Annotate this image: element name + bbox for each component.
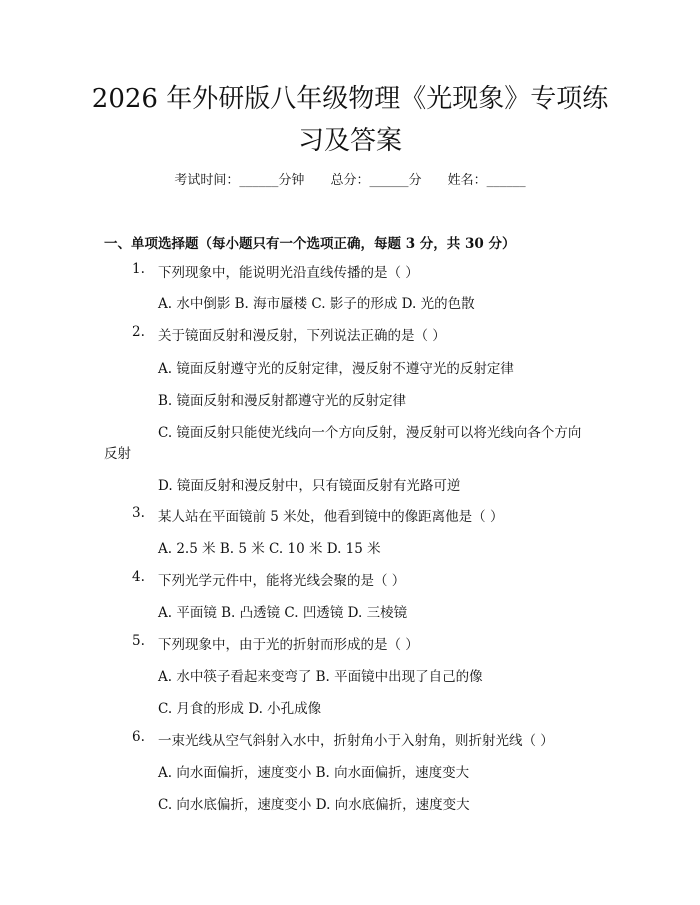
question-5-options-cd: C. 月食的形成 D. 小孔成像 — [158, 701, 322, 717]
question-3-options: A. 2.5 米 B. 5 米 C. 10 米 D. 15 米 — [158, 541, 381, 557]
student-name: 姓名：______ — [447, 173, 526, 188]
question-text: 下列光学元件中，能将光线会聚的是（ ） — [158, 573, 406, 589]
question-2-option-c: C. 镜面反射只能使光线向一个方向反射，漫反射可以将光线向各个方向 — [158, 425, 582, 441]
question-1-options: A. 水中倒影 B. 海市蜃楼 C. 影子的形成 D. 光的色散 — [158, 296, 475, 312]
question-text: 关于镜面反射和漫反射，下列说法正确的是（ ） — [158, 328, 446, 344]
title-line-2: 习及答案 — [297, 126, 402, 156]
page-title — [60, 78, 640, 162]
question-number: 4. — [132, 569, 145, 585]
question-6-options-cd: C. 向水底偏折，速度变小 D. 向水底偏折，速度变大 — [158, 797, 470, 813]
question-number: 6. — [132, 729, 145, 745]
question-number: 3. — [132, 505, 145, 521]
question-text: 某人站在平面镜前 5 米处，他看到镜中的像距离他是（ ） — [158, 509, 504, 525]
question-number: 1. — [132, 261, 145, 277]
question-2-option-b: B. 镜面反射和漫反射都遵守光的反射定律 — [158, 393, 407, 409]
question-number: 2. — [132, 324, 145, 340]
exam-meta — [0, 169, 700, 188]
question-5-options-ab: A. 水中筷子看起来变弯了 B. 平面镜中出现了自己的像 — [158, 669, 483, 685]
question-text: 一束光线从空气斜射入水中，折射角小于入射角，则折射光线（ ） — [158, 733, 554, 749]
question-text: 下列现象中，由于光的折射而形成的是（ ） — [158, 637, 419, 653]
question-2-option-c-wrap: 反射 — [104, 446, 131, 462]
question-6-options-ab: A. 向水面偏折，速度变小 B. 向水面偏折，速度变大 — [158, 765, 470, 781]
title-line-1: 2026 年外研版八年级物理《光现象》专项练 — [91, 84, 609, 114]
question-text: 下列现象中，能说明光沿直线传播的是（ ） — [158, 265, 419, 281]
exam-time: 考试时间：______分钟 — [174, 173, 305, 188]
section-heading: 一、单项选择题（每小题只有一个选项正确，每题 3 分，共 30 分） — [104, 236, 516, 252]
question-2-option-a: A. 镜面反射遵守光的反射定律，漫反射不遵守光的反射定律 — [158, 361, 514, 377]
question-2-option-d: D. 镜面反射和漫反射中，只有镜面反射有光路可逆 — [158, 478, 461, 494]
question-number: 5. — [132, 633, 145, 649]
exam-score: 总分：______分 — [330, 173, 422, 188]
question-4-options: A. 平面镜 B. 凸透镜 C. 凹透镜 D. 三棱镜 — [158, 605, 408, 621]
